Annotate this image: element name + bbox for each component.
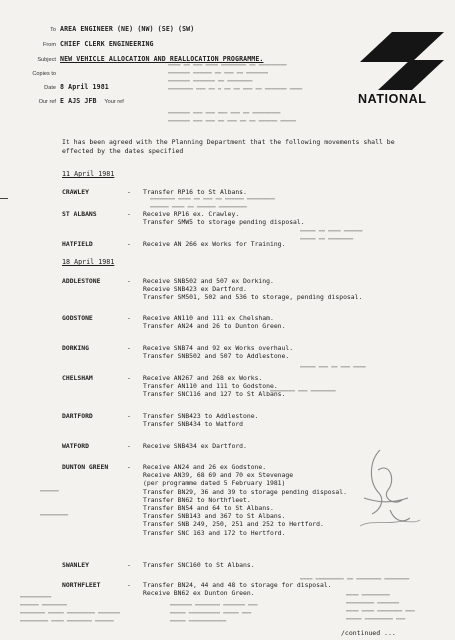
depot-name: ST ALBANS <box>62 210 97 218</box>
movement-line: Receive AN 266 ex Works for Training. <box>143 240 286 248</box>
copies-label: Copies to <box>32 71 56 77</box>
show-through-text: ▬▬▬▬▬▬▬▬▬▬ <box>20 594 52 600</box>
movement-line: Transfer BN24, 44 and 48 to storage for disposal. <box>143 581 332 589</box>
entry-lines <box>143 188 247 196</box>
depot-name: WATFORD <box>62 442 89 450</box>
to-label: To <box>50 27 56 33</box>
date-value: 8 April 1981 <box>60 83 109 91</box>
show-through-text: ▬▬▬▬▬▬▬▬▬ ▬▬▬▬▬▬▬ <box>346 600 400 606</box>
depot-name: GODSTONE <box>62 314 93 322</box>
movement-line: Transfer RP16 to St Albans. <box>143 188 247 196</box>
movement-line: Transfer AN110 and 111 to Godstone. <box>143 382 278 391</box>
show-through-text: ▬▬▬▬▬▬▬▬ ▬▬▬▬ ▬▬ ▬▬▬ ▬▬ ▬▬▬▬▬▬ ▬▬▬▬▬▬▬▬▬ <box>150 196 275 202</box>
show-through-text: ▬▬▬▬▬▬▬▬ ▬▬▬ ▬▬ ▬ ▬▬ ▬▬ ▬▬▬ ▬▬ ▬▬▬▬▬▬▬ ▬▬▬▬ <box>168 86 303 92</box>
date-row <box>6 83 109 92</box>
handwritten-signature <box>350 440 425 540</box>
movement-line: Transfer SMW5 to storage pending disposal. <box>143 218 305 227</box>
show-through-text: ▬▬▬▬▬▬ ▬▬▬▬ ▬▬ ▬▬▬▬▬▬ ▬▬▬▬▬▬▬▬▬ <box>150 204 247 210</box>
subject-row <box>6 55 264 64</box>
entry-dash: - <box>127 314 131 322</box>
entry-lines <box>143 412 258 428</box>
show-through-text: ▬▬▬▬▬ ▬▬ ▬▬▬▬▬▬▬▬ <box>300 236 354 242</box>
show-through-text: ▬▬▬▬▬ ▬▬ ▬▬▬▬ ▬▬▬▬▬▬ <box>300 228 363 234</box>
margin-mark <box>0 198 8 199</box>
movement-line: Transfer SNB423 to Addlestone. <box>143 412 259 420</box>
movement-line: Transfer SM501, 502 and 536 to storage, pending disposal. <box>143 293 363 302</box>
entry-dash: - <box>127 210 131 218</box>
entry-dash: - <box>127 463 131 471</box>
show-through-text: ▬▬▬▬▬▬▬ ▬▬▬▬▬▬▬ ▬▬ ▬▬▬▬▬▬▬▬ <box>168 78 253 84</box>
entry-dash: - <box>127 442 131 450</box>
movement-line: Receive RP16 ex. Crawley. <box>143 210 240 218</box>
entry-lines <box>143 561 255 569</box>
entry-lines <box>143 240 285 248</box>
show-through-text: ▬▬▬▬▬▬▬ ▬▬▬ ▬▬▬ ▬▬ ▬▬▬ ▬▬ ▬▬ ▬▬▬▬▬▬ ▬▬▬▬▬ <box>168 118 297 124</box>
logo-wordmark: NATIONAL <box>358 92 427 106</box>
movement-line: Receive SNB434 ex Dartford. <box>143 442 247 450</box>
depot-name: ADDLESTONE <box>62 277 101 285</box>
movement-line: Receive AN39, 68 69 and 70 ex Stevenage <box>143 471 294 480</box>
movement-line: Receive BN62 ex Dunton Green. <box>143 589 255 598</box>
entry-lines <box>143 314 285 330</box>
show-through-text: ▬▬▬▬▬▬▬▬▬ ▬▬▬▬ ▬▬▬▬▬▬▬▬ ▬▬▬▬▬▬ <box>20 618 114 624</box>
depot-name: NORTHFLEET <box>62 581 101 589</box>
movement-line: Transfer SNB502 and 507 to Addlestone. <box>143 352 290 361</box>
section-date: 11 April 1981 <box>62 170 115 178</box>
movement-line: Transfer AN24 and 26 to Dunton Green. <box>143 322 286 331</box>
movement-line: (per programme dated 5 February 1981) <box>143 479 286 488</box>
movement-line: Transfer SNB143 and 367 to St Albans. <box>143 512 286 521</box>
movement-line: Receive SNB74 and 92 ex Works overhaul. <box>143 344 294 352</box>
depot-name: DARTFORD <box>62 412 93 420</box>
entry-lines <box>143 344 293 360</box>
movement-line: Receive AN267 and 268 ex Works. <box>143 374 263 382</box>
entry-lines <box>143 581 332 597</box>
movement-line: Transfer BN29, 36 and 39 to storage pending disposal. <box>143 487 347 496</box>
entry-lines <box>143 374 285 399</box>
movement-line: Receive SNB502 and 507 ex Dorking. <box>143 277 274 285</box>
show-through-text: ▬▬▬▬ ▬▬ ▬▬▬ ▬▬▬▬ ▬▬▬▬▬▬▬▬ ▬▬ ▬▬▬▬▬▬▬▬▬ <box>168 62 287 68</box>
entry-lines <box>143 210 305 226</box>
depot-name: DUNTON GREEN <box>62 463 109 471</box>
from-row <box>6 40 154 49</box>
entry-dash: - <box>127 581 131 589</box>
movement-line: Receive SNB423 ex Dartford. <box>143 285 247 294</box>
entry-lines <box>143 442 247 450</box>
ref-row <box>6 97 128 106</box>
to-value: AREA ENGINEER (NE) (NW) (SE) (SW) <box>60 25 195 33</box>
movement-line: Transfer BN54 and 64 to St Albans. <box>143 504 274 513</box>
entry-dash: - <box>127 240 131 248</box>
show-through-text: ▬▬▬▬▬▬▬ ▬▬▬▬▬▬ ▬▬ ▬▬▬ ▬▬ ▬▬▬▬▬▬▬ <box>168 70 268 76</box>
entry-dash: - <box>127 374 131 382</box>
depot-name: DORKING <box>62 344 89 352</box>
entry-dash: - <box>127 344 131 352</box>
to-row <box>6 25 194 34</box>
from-label: From <box>42 42 56 48</box>
show-through-text: ▬▬▬▬▬▬ ▬▬▬▬▬▬▬▬ <box>20 602 67 608</box>
show-through-text: ▬▬▬▬▬▬ <box>40 488 59 494</box>
movement-line: Receive AN24 and 26 ex Godstone. <box>143 463 267 471</box>
movement-line: Receive AN110 and 111 ex Chelsham. <box>143 314 274 322</box>
show-through-text: ▬▬▬▬▬▬▬▬ ▬▬▬ ▬▬▬▬▬▬▬▬ <box>270 388 336 394</box>
movement-line: Transfer BN62 to Northfleet. <box>143 495 251 504</box>
show-through-text: ▬▬▬▬▬▬▬▬▬ <box>40 512 69 518</box>
entry-lines <box>143 277 362 302</box>
movement-line: Transfer SNC116 and 127 to St Albans. <box>143 390 286 399</box>
depot-name: CRAWLEY <box>62 188 89 196</box>
depot-name: CHELSHAM <box>62 374 93 382</box>
entry-dash: - <box>127 188 131 196</box>
ref-label: Our ref <box>38 99 56 105</box>
entry-dash: - <box>127 277 131 285</box>
intro-paragraph: It has been agreed with the Planning Department that the following movements shall be effected by the dates specified <box>62 138 395 155</box>
show-through-text: ▬▬▬▬▬ ▬▬▬▬▬▬▬▬▬▬ ▬▬▬▬▬ ▬▬▬ <box>170 610 252 616</box>
depot-name: HATFIELD <box>62 240 93 248</box>
subject-label: Subject <box>37 57 56 63</box>
entry-dash: - <box>127 561 131 569</box>
entry-dash: - <box>127 412 131 420</box>
entry-lines <box>143 463 347 537</box>
show-through-text: ▬▬▬▬▬▬▬ ▬▬▬ ▬▬▬ ▬▬▬ ▬▬▬ ▬▬ ▬▬▬▬▬▬▬▬▬ <box>168 110 281 116</box>
movement-line: Transfer SNB 249, 250, 251 and 252 to Hertford. <box>143 520 324 529</box>
copies-row <box>6 70 60 78</box>
show-through-text: ▬▬▬▬ ▬▬▬▬▬▬▬▬▬ <box>346 592 390 598</box>
show-through-text: ▬▬▬▬ ▬▬▬▬▬▬▬▬▬ ▬▬ ▬▬▬▬▬▬▬▬ ▬▬▬▬▬▬▬▬ <box>300 576 410 582</box>
depot-name: SWANLEY <box>62 561 89 569</box>
show-through-text: ▬▬▬▬▬ ▬▬▬ ▬▬ ▬▬▬ ▬▬▬▬ <box>300 364 366 370</box>
show-through-text: ▬▬▬▬▬▬▬ ▬▬▬▬▬▬▬▬ ▬▬▬▬▬▬▬ ▬▬▬ <box>170 602 258 608</box>
your-ref-label: Your ref <box>104 99 124 105</box>
subject-value: NEW VEHICLE ALLOCATION AND REALLOCATION PROGRAMME. <box>60 55 264 63</box>
show-through-text: ▬▬▬▬▬ ▬▬▬▬▬▬▬▬▬ ▬▬▬ <box>346 616 406 622</box>
show-through-text: ▬▬▬▬▬ ▬▬▬▬▬▬▬▬▬▬▬▬ <box>170 618 227 624</box>
show-through-text: ▬▬▬▬▬▬▬▬ ▬▬▬▬▬ ▬▬▬▬▬▬▬▬▬ ▬▬▬▬▬▬▬ <box>20 610 120 616</box>
from-value: CHIEF CLERK ENGINEERING <box>60 40 154 48</box>
show-through-text: ▬▬▬▬ ▬▬▬▬ ▬▬▬▬▬▬▬▬ ▬▬▬ <box>346 608 415 614</box>
date-label: Date <box>44 85 56 91</box>
movement-line: Transfer SNB434 to Watford <box>143 420 244 429</box>
section-date: 18 April 1981 <box>62 258 115 266</box>
movement-line: Transfer SNC160 to St Albans. <box>143 561 255 569</box>
movement-line: Transfer SNC 163 and 172 to Hertford. <box>143 528 286 537</box>
continued-note: /continued ... <box>341 629 396 637</box>
ref-value: E AJS JFB <box>60 97 97 105</box>
